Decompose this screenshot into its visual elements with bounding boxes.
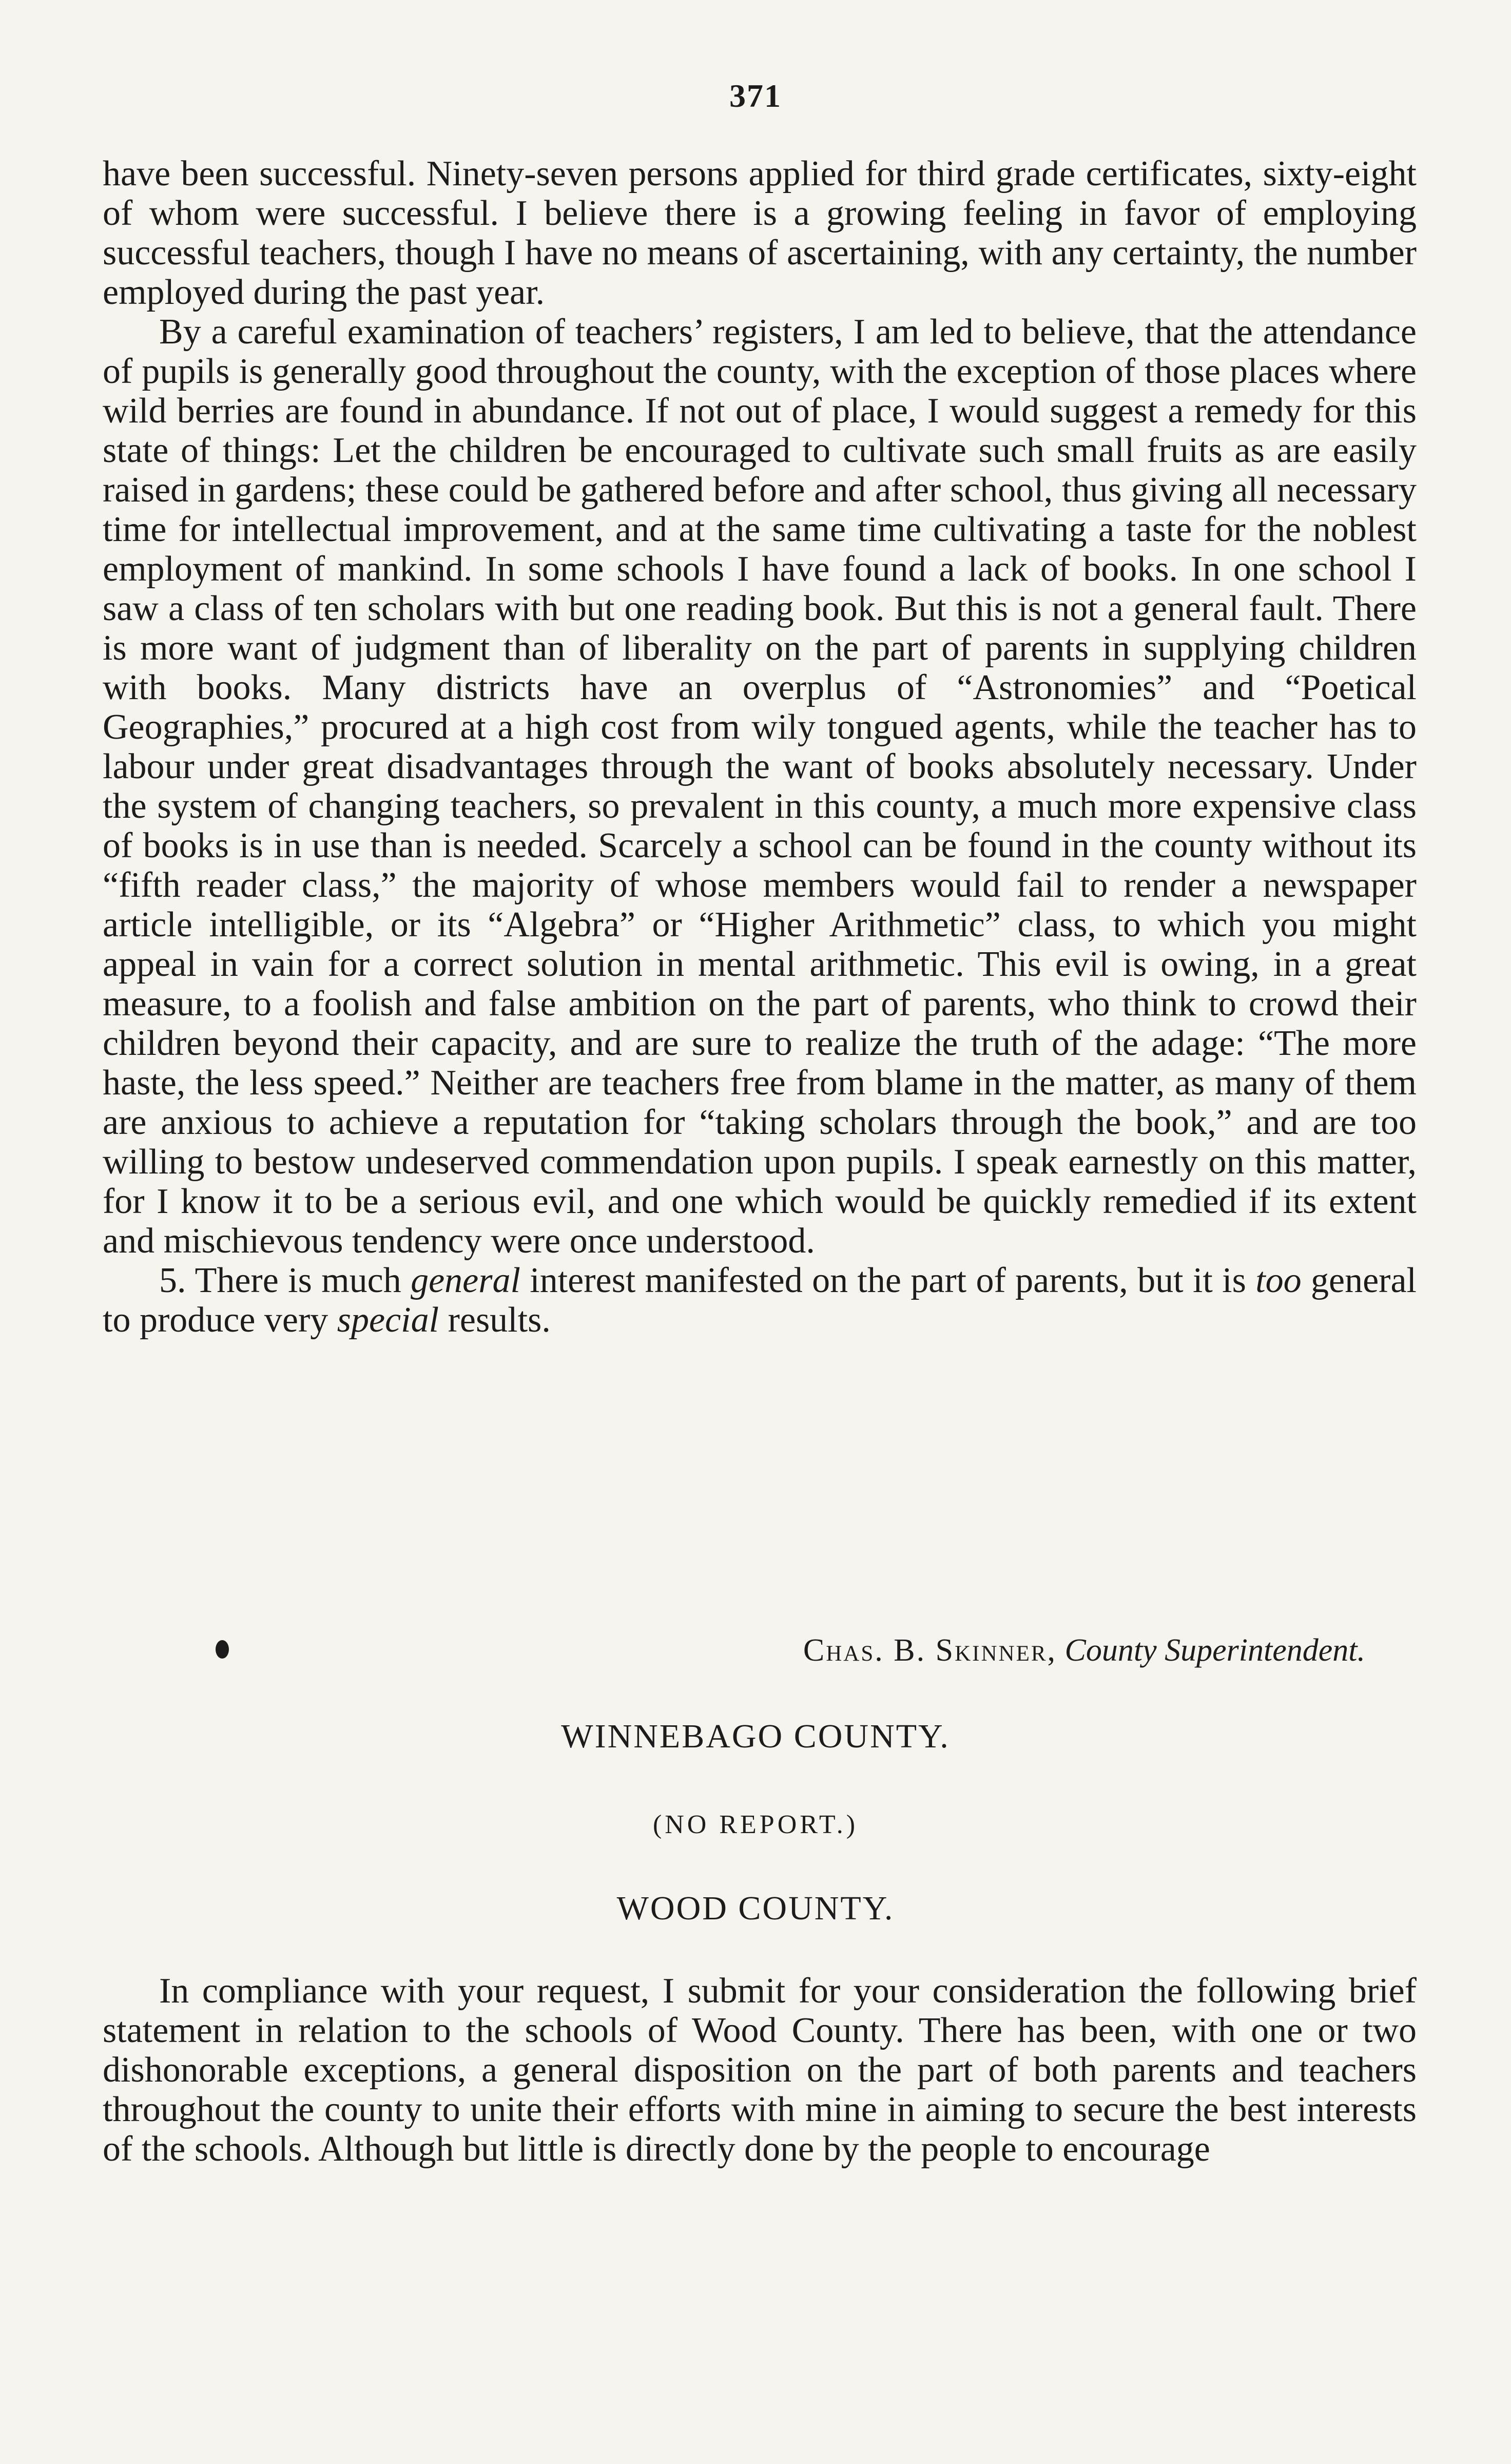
wood-body [103,1971,1417,2169]
wood-paragraph: In compliance with your request, I submit for your consideration the following brief statement in relation to the schools of Wood County. There has been, with one or two dishonorable exceptions, a general disposition on the part of both parents and teachers throughout the county to unite their efforts with mine in aiming to secure the best interests of the schools. Although but little is directly done by the people to encourage [103,1971,1417,2169]
page-number: 371 [729,78,782,114]
paragraph-continued: have been successful. Ninety-seven persons applied for third grade certificates, sixty-eight of whom were successful. I believe there is a growing feeling in favor of employing successful teachers, though I have no means of ascertaining, with any certainty, the number employed during the past year. [103,154,1417,312]
signature-name: Chas. B. Skinner, [803,1633,1057,1668]
wood-heading: WOOD COUNTY. [616,1890,895,1927]
point5-em-too: too [1255,1261,1302,1300]
point5-lead: 5. There is much [159,1261,411,1300]
point5-em-special: special [337,1300,439,1340]
winnebago-no-report: (NO REPORT.) [652,1810,859,1839]
point5-mid2: general to produce very [103,1261,1417,1340]
point5-tail: results. [439,1300,551,1340]
paragraph-point-5 [103,1261,1417,1340]
report-body [103,154,1417,1340]
signature [103,1632,1365,1669]
signature-title: County Superintendent. [1064,1633,1365,1668]
paragraph-attendance: By a careful examination of teachers’ registers, I am led to believe, that the attendance of pupils is generally good throughout the county, with the exception of those places where wild berries are found in abundance. If not out of place, I would suggest a remedy for this state of things: Let the children be encouraged to cultivate such small fruits as are easily raised in gardens; these could be gathered before and after school, thus giving all necessary time for intellectual improvement, and at the same time cultivating a taste for the noblest employment of mankind. In some schools I have found a lack of books. In one school I saw a class of ten scholars with but one reading book. But this is not a general fault. There is more want of judgment than of liberality on the part of parents in supplying children with books. Many districts have an overplus of “Astronomies” and “Poetical Geographies,” procured at a high cost from wily tongued agents, while the teacher has to labour under great disadvantages through the want of books absolutely necessary. Under the system of changing teachers, so prevalent in this county, a much more expensive class of books is in use than is needed. Scarcely a school can be found in the county without its “fifth reader class,” the majority of whose members would fail to render a newspaper article intelligible, or its “Algebra” or “Higher Arithmetic” class, to which you might appeal in vain for a correct solution in mental arithmetic. This evil is owing, in a great measure, to a foolish and false ambition on the part of parents, who think to crowd their children beyond their capacity, and are sure to realize the truth of the adage: “The more haste, the less speed.” Neither are teachers free from blame in the matter, as many of them are anxious to achieve a reputation for “taking scholars through the book,” and are too willing to bestow undeserved commendation upon pupils. I speak earnestly on this matter, for I know it to be a serious evil, and one which would be quickly remedied if its extent and mischievous tendency were once understood. [103,312,1417,1261]
winnebago-heading: WINNEBAGO COUNTY. [561,1718,950,1755]
point5-mid1: interest manifested on the part of parents, but it is [520,1261,1256,1300]
point5-em-general: general [411,1261,520,1300]
